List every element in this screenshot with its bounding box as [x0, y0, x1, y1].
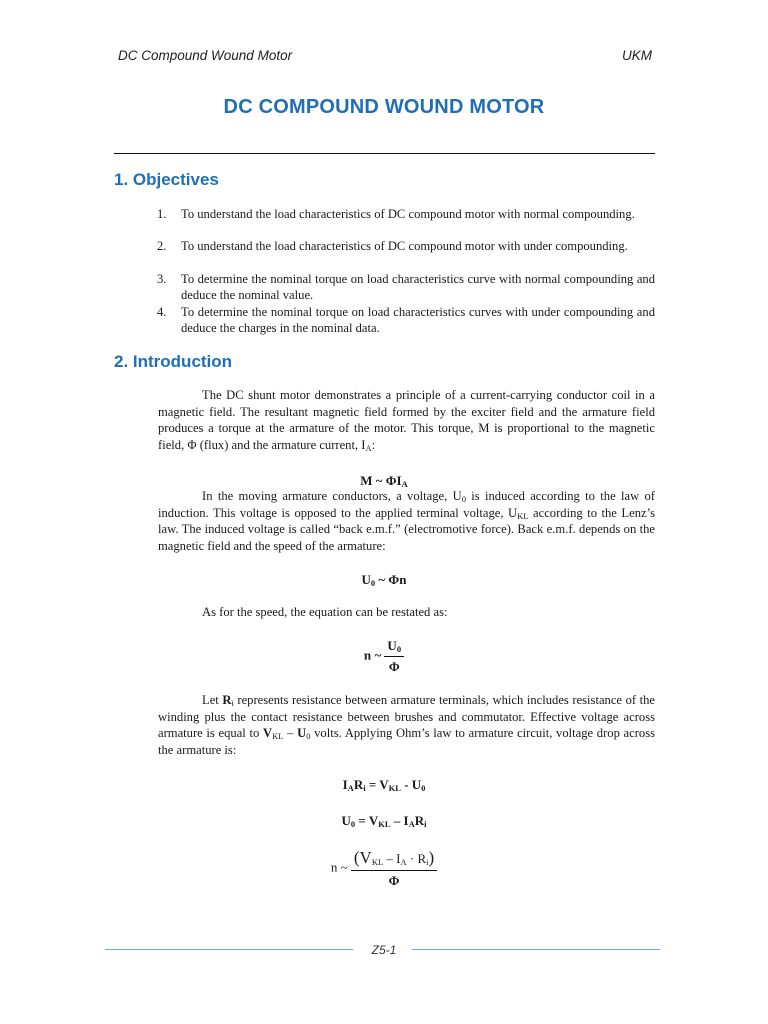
- eq6-v-sub: KL: [371, 857, 384, 867]
- equation-speed-denominator: Φ: [388, 659, 400, 674]
- objective-number: 1.: [157, 207, 167, 221]
- eq5-i-sub: A: [408, 819, 415, 829]
- eq6-mid: – I: [383, 851, 401, 866]
- intro-paragraph-2-text-b: is induced according to the law of induction. This voltage is opposed to the applied terminal voltage, U: [158, 489, 656, 520]
- objective-item-2: [150, 238, 655, 254]
- eq4-minus: - U: [400, 777, 422, 792]
- objective-text: To understand the load characteristics of DC compound motor with normal compounding.: [181, 207, 635, 221]
- intro-paragraph-2-sub-0: 0: [461, 494, 466, 504]
- equation-back-emf-a: U: [361, 572, 371, 587]
- page-number: Z5-1: [371, 943, 397, 957]
- equation-back-emf-subscript: 0: [370, 578, 376, 588]
- eq6-r-sub: i: [426, 857, 429, 867]
- eq5-mid: = V: [355, 813, 379, 828]
- eq5-r-sub: i: [424, 819, 427, 829]
- eq4-u-sub: 0: [421, 783, 426, 793]
- equation-back-emf-solved: [0, 813, 768, 829]
- objective-number: 4.: [157, 305, 167, 319]
- equation-speed-fraction: [384, 638, 404, 675]
- eq5-u-sub: 0: [350, 819, 356, 829]
- eq6-close: ): [428, 848, 435, 867]
- title-divider: [114, 153, 655, 154]
- objective-item-3: [150, 271, 655, 303]
- intro-paragraph-4-r-sub: i: [231, 698, 234, 708]
- eq5-v-sub: KL: [378, 819, 391, 829]
- eq4-r-sub: i: [363, 783, 366, 793]
- intro-paragraph-1-subscript: A: [365, 442, 372, 453]
- eq6-dot: · R: [406, 851, 427, 866]
- objective-text: To determine the nominal torque on load characteristics curves with under compounding and deduce the charges in the nominal data.: [181, 305, 655, 335]
- eq4-mid: = V: [365, 777, 389, 792]
- intro-paragraph-2-text-a: In the moving armature conductors, a voltage, U: [202, 489, 462, 503]
- header-right: UKM: [622, 48, 652, 63]
- objective-text: To determine the nominal torque on load characteristics curve with normal compounding and deduce the nominal value.: [181, 272, 655, 302]
- eq6-lhs: n ~: [330, 859, 348, 875]
- intro-paragraph-4-text-c: volts. Applying Ohm’s law to armature circuit, voltage drop across the armature is:: [158, 726, 656, 757]
- intro-paragraph-2-sub-kl: KL: [517, 510, 529, 521]
- eq5-minus: – I: [390, 813, 409, 828]
- objectives-heading: 1. Objectives: [114, 170, 219, 189]
- intro-paragraph-4-text-a: Let: [202, 693, 223, 707]
- equation-back-emf: [0, 572, 768, 588]
- introduction-heading: 2. Introduction: [114, 352, 233, 371]
- intro-paragraph-4-v-sub: KL: [272, 731, 284, 741]
- intro-paragraph-4-dash: –: [283, 726, 298, 740]
- equation-back-emf-b: ~ Φn: [375, 572, 407, 587]
- intro-paragraph-3: As for the speed, the equation can be restated as:: [202, 605, 448, 619]
- intro-paragraph-4-u-sub: 0: [306, 731, 311, 741]
- eq6-denominator: Φ: [388, 873, 400, 888]
- equation-torque-subscript: A: [401, 479, 408, 489]
- intro-paragraph-4-u: U: [297, 726, 307, 740]
- intro-paragraph-1: [158, 387, 655, 453]
- intro-paragraph-2: [158, 488, 655, 554]
- intro-paragraph-1-end: :: [371, 437, 376, 452]
- eq4-r: R: [353, 777, 364, 792]
- objective-item-1: [150, 206, 655, 222]
- eq4-v-sub: KL: [388, 783, 401, 793]
- equation-speed: [0, 638, 768, 675]
- intro-paragraph-4: [158, 692, 655, 758]
- equation-speed-full: [0, 848, 768, 889]
- header-left: DC Compound Wound Motor: [118, 48, 293, 63]
- equation-speed-lhs: n ~: [363, 647, 382, 663]
- objective-number: 2.: [157, 239, 167, 253]
- intro-paragraph-4-v: V: [262, 726, 273, 740]
- eq6-numerator: [351, 848, 437, 871]
- objective-text: To understand the load characteristics of DC compound motor with under compounding.: [181, 239, 628, 253]
- intro-paragraph-4-text-b: represents resistance between armature terminals, which includes resistance of the winding plus the contact resistance between brushes and commutator. Effective voltage across armature is equal to: [158, 693, 655, 740]
- eq6-i-sub: A: [400, 857, 407, 867]
- intro-paragraph-2-text-c: according to the Lenz’s law. The induced voltage is called “back e.m.f.” (electromotive force). Back e.m.f. depends on the magnetic field and the speed of the armature:: [158, 505, 655, 553]
- eq5-u: U: [341, 813, 351, 828]
- equation-torque-main: M ~ ΦI: [360, 473, 402, 488]
- intro-paragraph-4-r: R: [222, 693, 232, 707]
- objective-number: 3.: [157, 272, 167, 286]
- objective-item-4: [150, 304, 655, 336]
- intro-paragraph-1-text: The DC shunt motor demonstrates a principle of a current-carrying conductor coil in a magnetic field. The resultant magnetic field formed by the exciter field and the armature field produces a torque at the armature of the motor. This torque, M is proportional to the magnetic field, Φ (flux) and the armature current, I: [158, 388, 655, 452]
- equation-torque: [0, 473, 768, 489]
- equation-speed-numerator-main: U: [387, 638, 397, 653]
- eq6-fraction: [351, 848, 437, 889]
- eq6-open: (V: [353, 848, 372, 867]
- equation-voltage-drop: [0, 777, 768, 793]
- page-title: DC COMPOUND WOUND MOTOR: [223, 96, 545, 118]
- equation-speed-numerator-subscript: 0: [396, 644, 402, 654]
- eq4-i-sub: A: [347, 783, 354, 793]
- equation-speed-numerator: [384, 638, 404, 657]
- eq4-i: I: [342, 777, 348, 792]
- eq5-r: R: [414, 813, 425, 828]
